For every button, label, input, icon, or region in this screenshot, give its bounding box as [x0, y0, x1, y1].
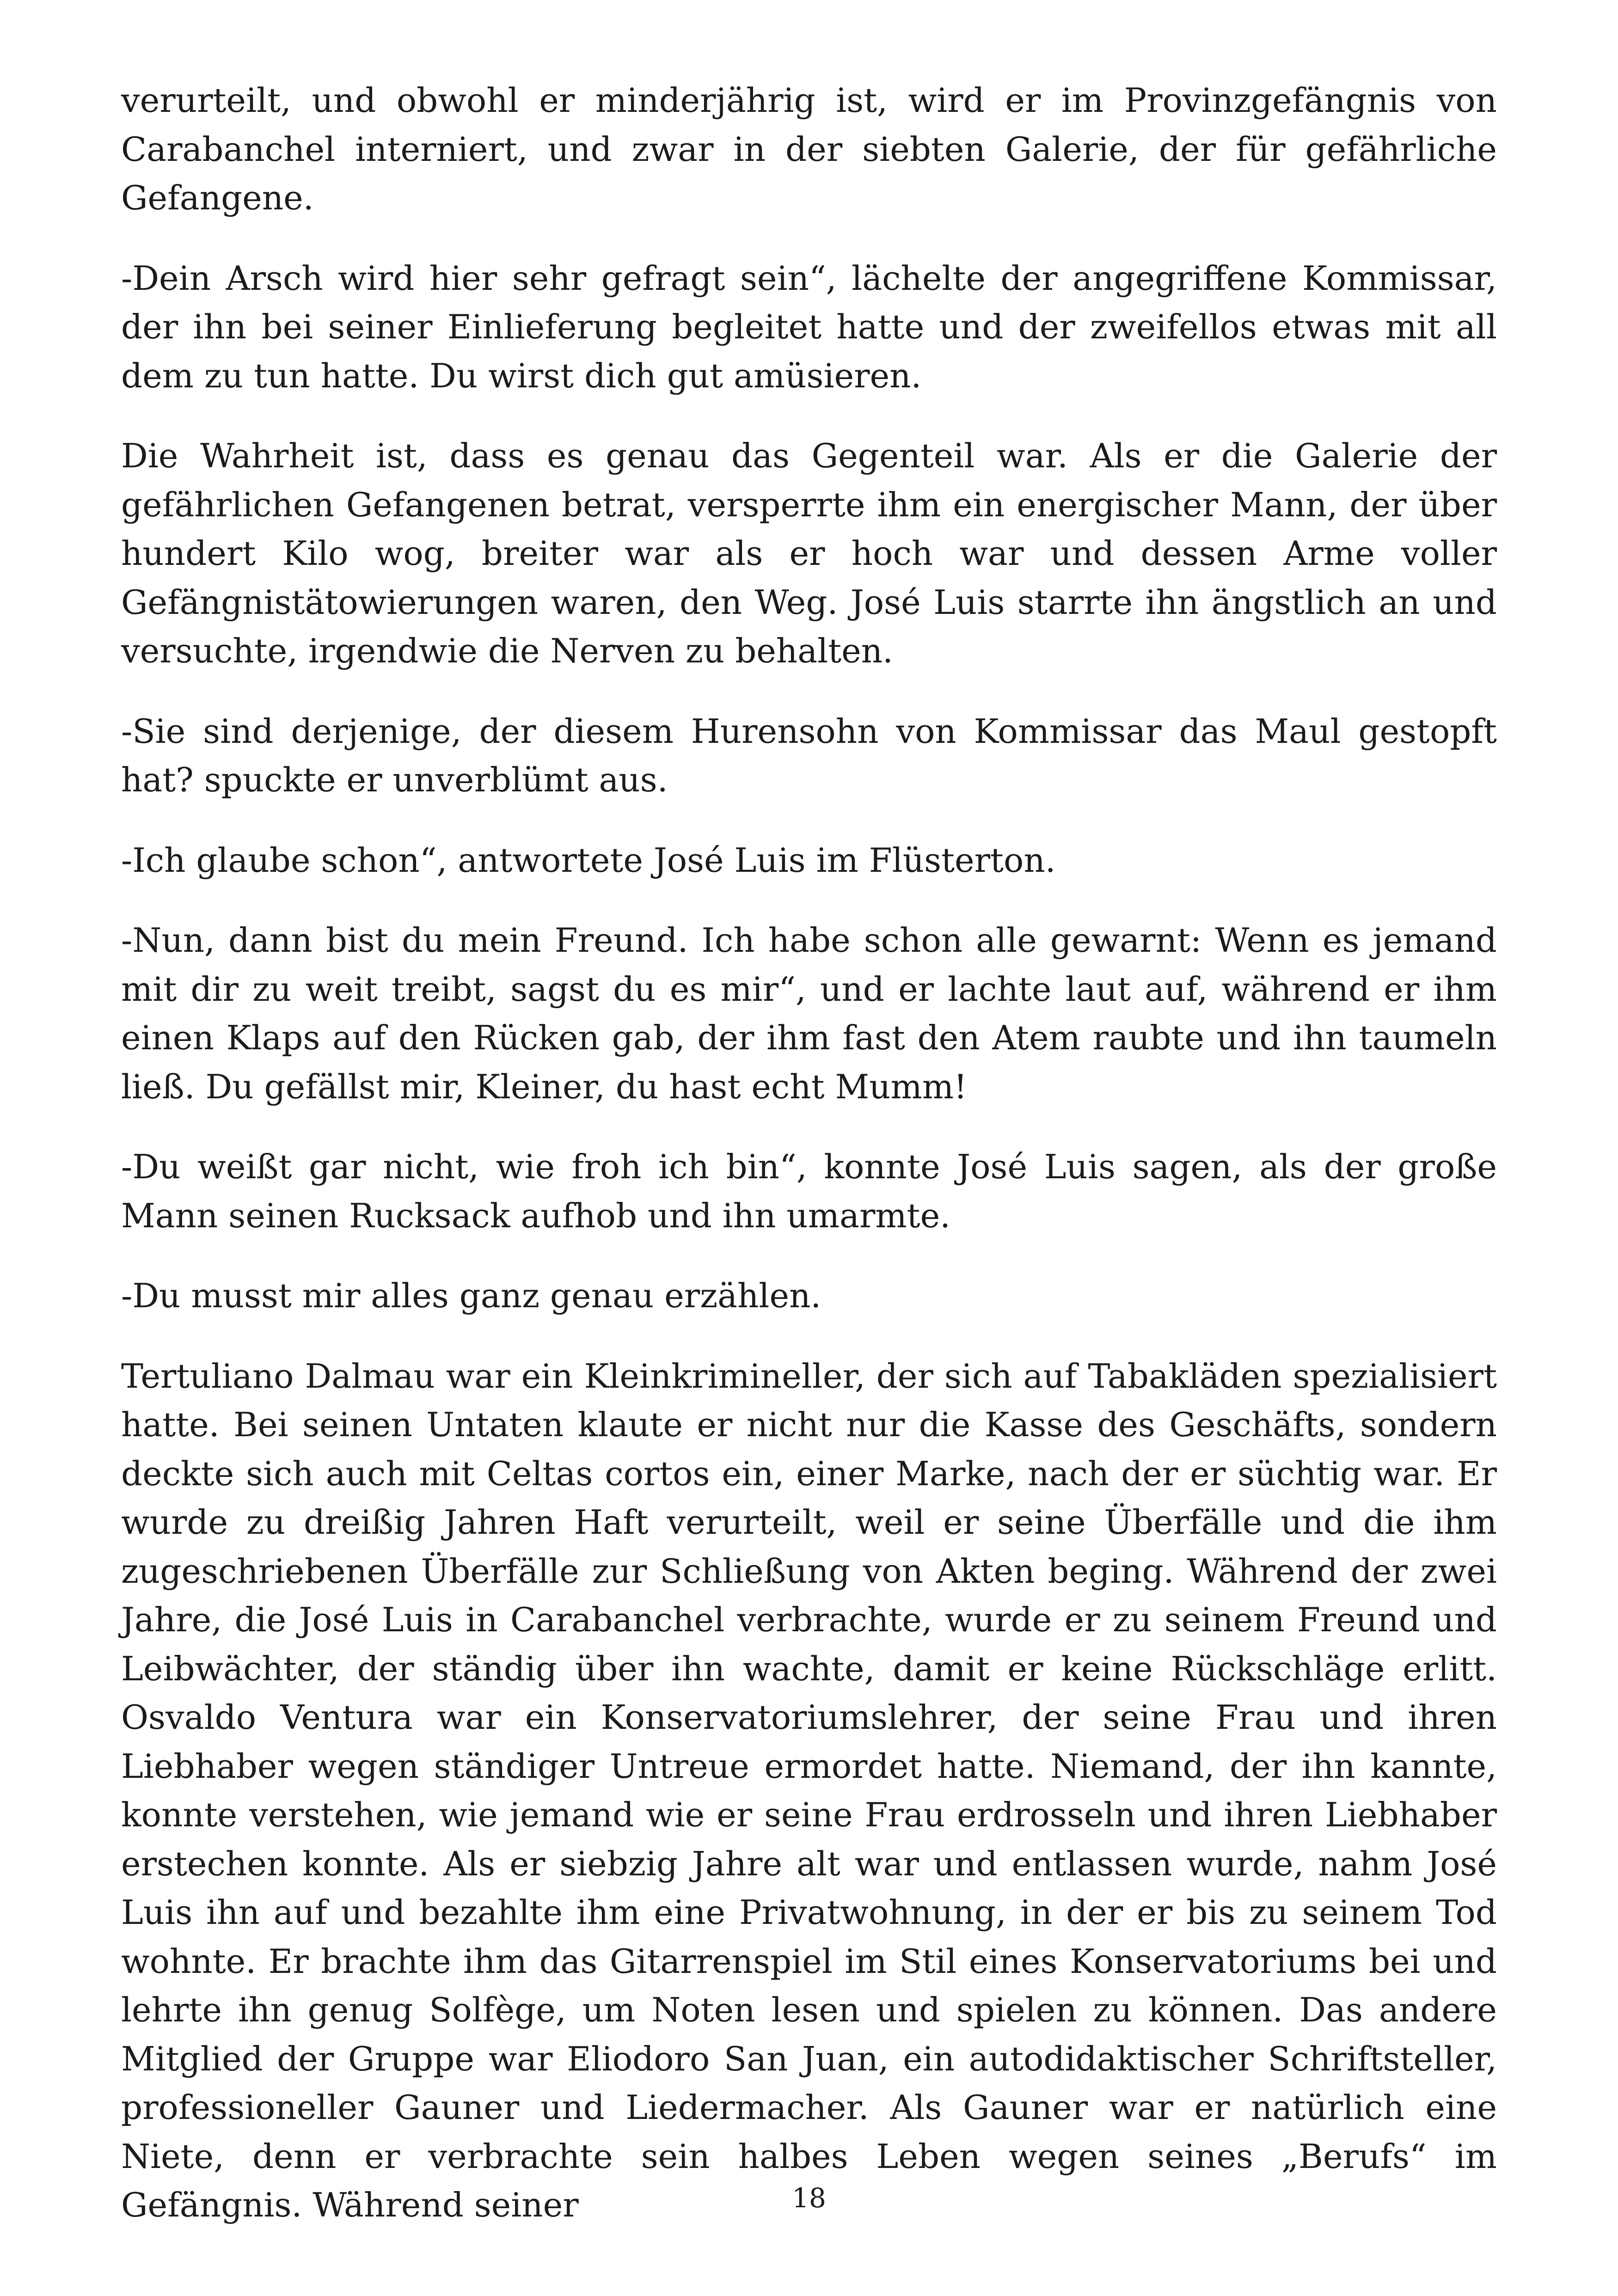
paragraph-8: -Du musst mir alles ganz genau erzählen. — [121, 1276, 821, 1315]
paragraph-6: -Nun, dann bist du mein Freund. Ich habe schon alle gewarnt: Wenn es jemand mit dir zu weit treibt, sagst du es mir“, und er lachte laut auf, während er ihm einen Klaps auf den Rücken gab, der ihm fast den Atem raubte und ihn taumeln ließ. Du gefällst mir, Kleiner, du hast echt Mumm! — [121, 921, 1497, 1106]
paragraph-5: -Ich glaube schon“, antwortete José Luis im Flüsterton. — [121, 840, 1056, 880]
paragraph-3: Die Wahrheit ist, dass es genau das Gegenteil war. Als er die Galerie der gefährlichen Gefangenen betrat, versperrte ihm ein energischer Mann, der über hundert Kilo wog, breiter war als er hoch war und dessen Arme voller Gefängnistätowierungen waren, den Weg. José Luis starrte ihn ängstlich an und versuchte, irgendwie die Nerven zu behalten. — [121, 436, 1497, 670]
paragraph-4: -Sie sind derjenige, der diesem Hurensohn von Kommissar das Maul gestopft hat? spuckte er unverblümt aus. — [121, 711, 1497, 799]
paragraph-7: -Du weißt gar nicht, wie froh ich bin“, konnte José Luis sagen, als der große Mann seinen Rucksack aufhob und ihn umarmte. — [121, 1147, 1497, 1235]
paragraph-9: Tertuliano Dalmau war ein Kleinkrimineller, der sich auf Tabakläden spezialisiert hatte. Bei seinen Untaten klaute er nicht nur die Kasse des Geschäfts, sondern deckte sich auch mit Celtas cortos ein, einer Marke, nach der er süchtig war. Er wurde zu dreißig Jahren Haft verurteilt, weil er seine Überfälle und die ihm zugeschriebenen Überfälle zur Schließung von Akten beging. Während der zwei Jahre, die José Luis in Carabanchel verbrachte, wurde er zu seinem Freund und Leibwächter, der ständig über ihn wachte, damit er keine Rückschläge erlitt. Osvaldo Ventura war ein Konservatoriumslehrer, der seine Frau und ihren Liebhaber wegen ständiger Untreue ermordet hatte. Niemand, der ihn kannte, konnte verstehen, wie jemand wie er seine Frau erdrosseln und ihren Liebhaber erstechen konnte. Als er siebzig Jahre alt war und entlassen wurde, nahm José Luis ihn auf und bezahlte ihm eine Privatwohnung, in der er bis zu seinem Tod wohnte. Er brachte ihm das Gitarrenspiel im Stil eines Konservatoriums bei und lehrte ihn genug Solfège, um Noten lesen und spielen zu können. Das andere Mitglied der Gruppe war Eliodoro San Juan, ein autodidaktischer Schriftsteller, professioneller Gauner und Liedermacher. Als Gauner war er natürlich eine Niete, denn er verbrachte sein halbes Leben wegen seines „Berufs“ im Gefängnis. Während seiner — [121, 1356, 1497, 2224]
page-number: 18 — [792, 2182, 826, 2214]
paragraph-2: -Dein Arsch wird hier sehr gefragt sein“, lächelte der angegriffene Kommissar, der ihn bei seiner Einlieferung begleitet hatte und der zweifellos etwas mit all dem zu tun hatte. Du wirst dich gut amüsieren. — [121, 258, 1497, 395]
paragraph-1: verurteilt, und obwohl er minderjährig ist, wird er im Provinzgefängnis von Carabanchel interniert, und zwar in der siebten Galerie, der für gefährliche Gefangene. — [121, 81, 1497, 217]
page-body-text — [121, 76, 1497, 2261]
